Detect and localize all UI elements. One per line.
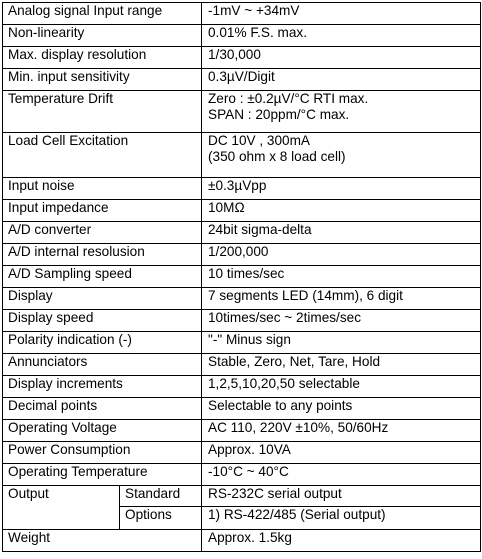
table-row xyxy=(3,398,481,420)
spec-value: AC 110, 220V ±10%, 50/60Hz xyxy=(202,420,481,442)
spec-label: Analog signal Input range xyxy=(3,3,202,25)
spec-label: A/D Sampling speed xyxy=(3,266,202,288)
spec-label: Operating Voltage xyxy=(3,420,202,442)
table-row xyxy=(3,244,481,266)
table-row xyxy=(3,332,481,354)
spec-value-line: SPAN : 20ppm/°C max. xyxy=(208,107,350,122)
output-options-label: Options xyxy=(120,507,202,530)
table-row xyxy=(3,222,481,244)
spec-value: -10°C ~ 40°C xyxy=(202,464,481,486)
spec-value: ±0.3µVpp xyxy=(202,178,481,200)
table-row xyxy=(3,442,481,464)
table-row xyxy=(3,91,481,133)
spec-label: Annunciators xyxy=(3,354,202,376)
table-row xyxy=(3,464,481,486)
spec-value: Selectable to any points xyxy=(202,398,481,420)
spec-value: 0.3µV/Digit xyxy=(202,69,481,91)
spec-value: Stable, Zero, Net, Tare, Hold xyxy=(202,354,481,376)
spec-value: 10MΩ xyxy=(202,200,481,222)
table-row xyxy=(3,47,481,69)
spec-label: Display speed xyxy=(3,310,202,332)
table-row xyxy=(3,3,481,25)
spec-value-line: DC 10V , 300mA xyxy=(208,133,310,148)
table-row-output-standard xyxy=(3,486,481,507)
spec-label: Display increments xyxy=(3,376,202,398)
table-row xyxy=(3,530,481,552)
spec-label: Polarity indication (-) xyxy=(3,332,202,354)
table-row xyxy=(3,376,481,398)
spec-value: Approx. 10VA xyxy=(202,442,481,464)
spec-value: 1/200,000 xyxy=(202,244,481,266)
spec-label: Power Consumption xyxy=(3,442,202,464)
spec-label: Input noise xyxy=(3,178,202,200)
spec-value: 10 times/sec xyxy=(202,266,481,288)
spec-label: Operating Temperature xyxy=(3,464,202,486)
spec-label: A/D internal resolusion xyxy=(3,244,202,266)
spec-value: "-" Minus sign xyxy=(202,332,481,354)
spec-value xyxy=(202,133,481,178)
spec-label: Temperature Drift xyxy=(3,91,202,133)
spec-label-output: Output xyxy=(3,486,120,530)
spec-label: Min. input sensitivity xyxy=(3,69,202,91)
spec-label: Max. display resolution xyxy=(3,47,202,69)
spec-label: A/D converter xyxy=(3,222,202,244)
table-row xyxy=(3,310,481,332)
table-row xyxy=(3,200,481,222)
table-row xyxy=(3,69,481,91)
spec-label: Input impedance xyxy=(3,200,202,222)
spec-label: Non-linearity xyxy=(3,25,202,47)
spec-label: Decimal points xyxy=(3,398,202,420)
spec-value-line: Zero : ±0.2µV/°C RTI max. xyxy=(208,91,369,106)
spec-value: 1,2,5,10,20,50 selectable xyxy=(202,376,481,398)
output-standard-value: RS-232C serial output xyxy=(202,486,481,507)
table-row xyxy=(3,354,481,376)
spec-table xyxy=(2,2,481,552)
table-row xyxy=(3,178,481,200)
spec-value xyxy=(202,91,481,133)
spec-value-line: (350 ohm x 8 load cell) xyxy=(208,149,346,164)
spec-label: Load Cell Excitation xyxy=(3,133,202,178)
spec-value: 7 segments LED (14mm), 6 digit xyxy=(202,288,481,310)
table-row xyxy=(3,420,481,442)
table-row xyxy=(3,288,481,310)
spec-value: 10times/sec ~ 2times/sec xyxy=(202,310,481,332)
spec-value: 1/30,000 xyxy=(202,47,481,69)
spec-value: 0.01% F.S. max. xyxy=(202,25,481,47)
table-row xyxy=(3,133,481,178)
spec-label: Display xyxy=(3,288,202,310)
spec-value: -1mV ~ +34mV xyxy=(202,3,481,25)
spec-value: Approx. 1.5kg xyxy=(202,530,481,552)
spec-label: Weight xyxy=(3,530,202,552)
spec-value: 24bit sigma-delta xyxy=(202,222,481,244)
output-standard-label: Standard xyxy=(120,486,202,507)
output-options-value: 1) RS-422/485 (Serial output) xyxy=(202,507,481,530)
table-row xyxy=(3,25,481,47)
table-row xyxy=(3,266,481,288)
